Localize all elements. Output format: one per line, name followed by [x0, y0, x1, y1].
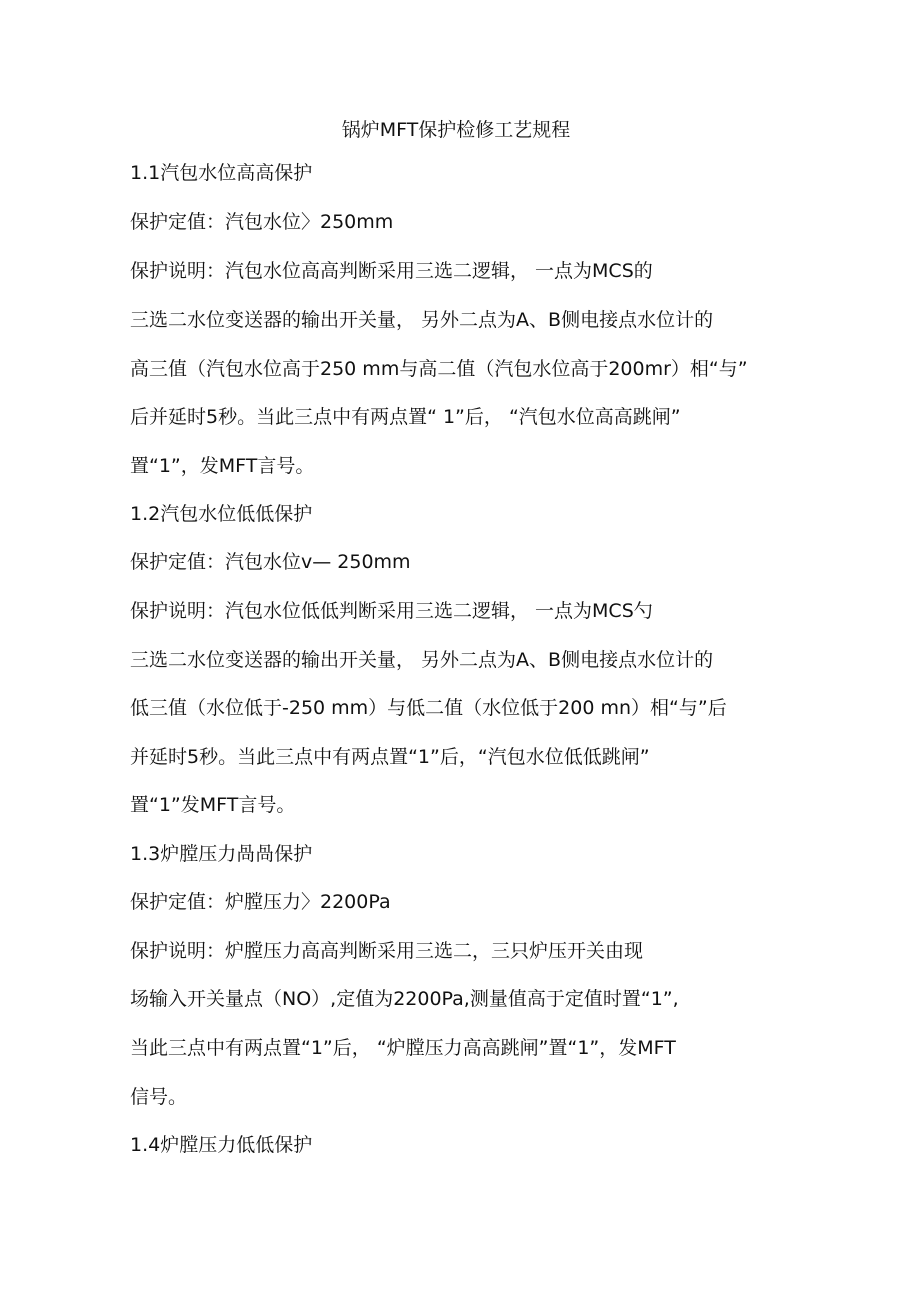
paragraph-line: 置“1”发MFT言号。	[130, 794, 296, 816]
paragraph-line: 保护定值：炉膛压力〉2200Pa	[130, 891, 391, 913]
paragraph-line: 场输入开关量点（NO）,定值为2200Pa,测量值高于定值时置“1”,	[130, 988, 679, 1010]
paragraph-line: 保护定值：汽包水位v— 250mm	[130, 551, 411, 573]
paragraph-line: 三选二水位变送器的输出开关量， 另外二点为A、B侧电接点水位计的	[130, 309, 714, 331]
paragraph-line: 信号。	[130, 1086, 188, 1108]
section-heading-1-3: 1.3炉膛压力咼咼保护	[130, 843, 313, 865]
paragraph-line: 保护说明：炉膛压力高高判断采用三选二，三只炉压开关由现	[130, 940, 644, 962]
paragraph-line: 高三值（汽包水位高于250 mm与高二值（汽包水位高于200mr）相“与”	[130, 358, 748, 380]
paragraph-line: 三选二水位变送器的输出开关量， 另外二点为A、B侧电接点水位计的	[130, 649, 714, 671]
paragraph-line: 后并延时5秒。当此三点中有两点置“ 1”后， “汽包水位高高跳闸”	[130, 406, 681, 428]
paragraph-line: 置“1”，发MFT言号。	[130, 455, 315, 477]
paragraph-line: 保护说明：汽包水位低低判断采用三选二逻辑， 一点为MCS勺	[130, 600, 653, 622]
section-heading-1-1: 1.1汽包水位高高保护	[130, 162, 313, 184]
section-heading-1-4: 1.4炉膛压力低低保护	[130, 1134, 313, 1156]
paragraph-line: 保护定值：汽包水位〉250mm	[130, 211, 394, 233]
document-title: 锅炉MFT保护检修工艺规程	[341, 119, 571, 141]
paragraph-line: 并延时5秒。当此三点中有两点置“1”后，“汽包水位低低跳闸”	[130, 746, 650, 768]
paragraph-line: 当此三点中有两点置“1”后， “炉膛压力高高跳闸”置“1”，发MFT	[130, 1037, 676, 1059]
paragraph-line: 保护说明：汽包水位高高判断采用三选二逻辑， 一点为MCS的	[130, 260, 653, 282]
paragraph-line: 低三值（水位低于-250 mm）与低二值（水位低于200 mn）相“与”后	[130, 697, 727, 719]
section-heading-1-2: 1.2汽包水位低低保护	[130, 503, 313, 525]
